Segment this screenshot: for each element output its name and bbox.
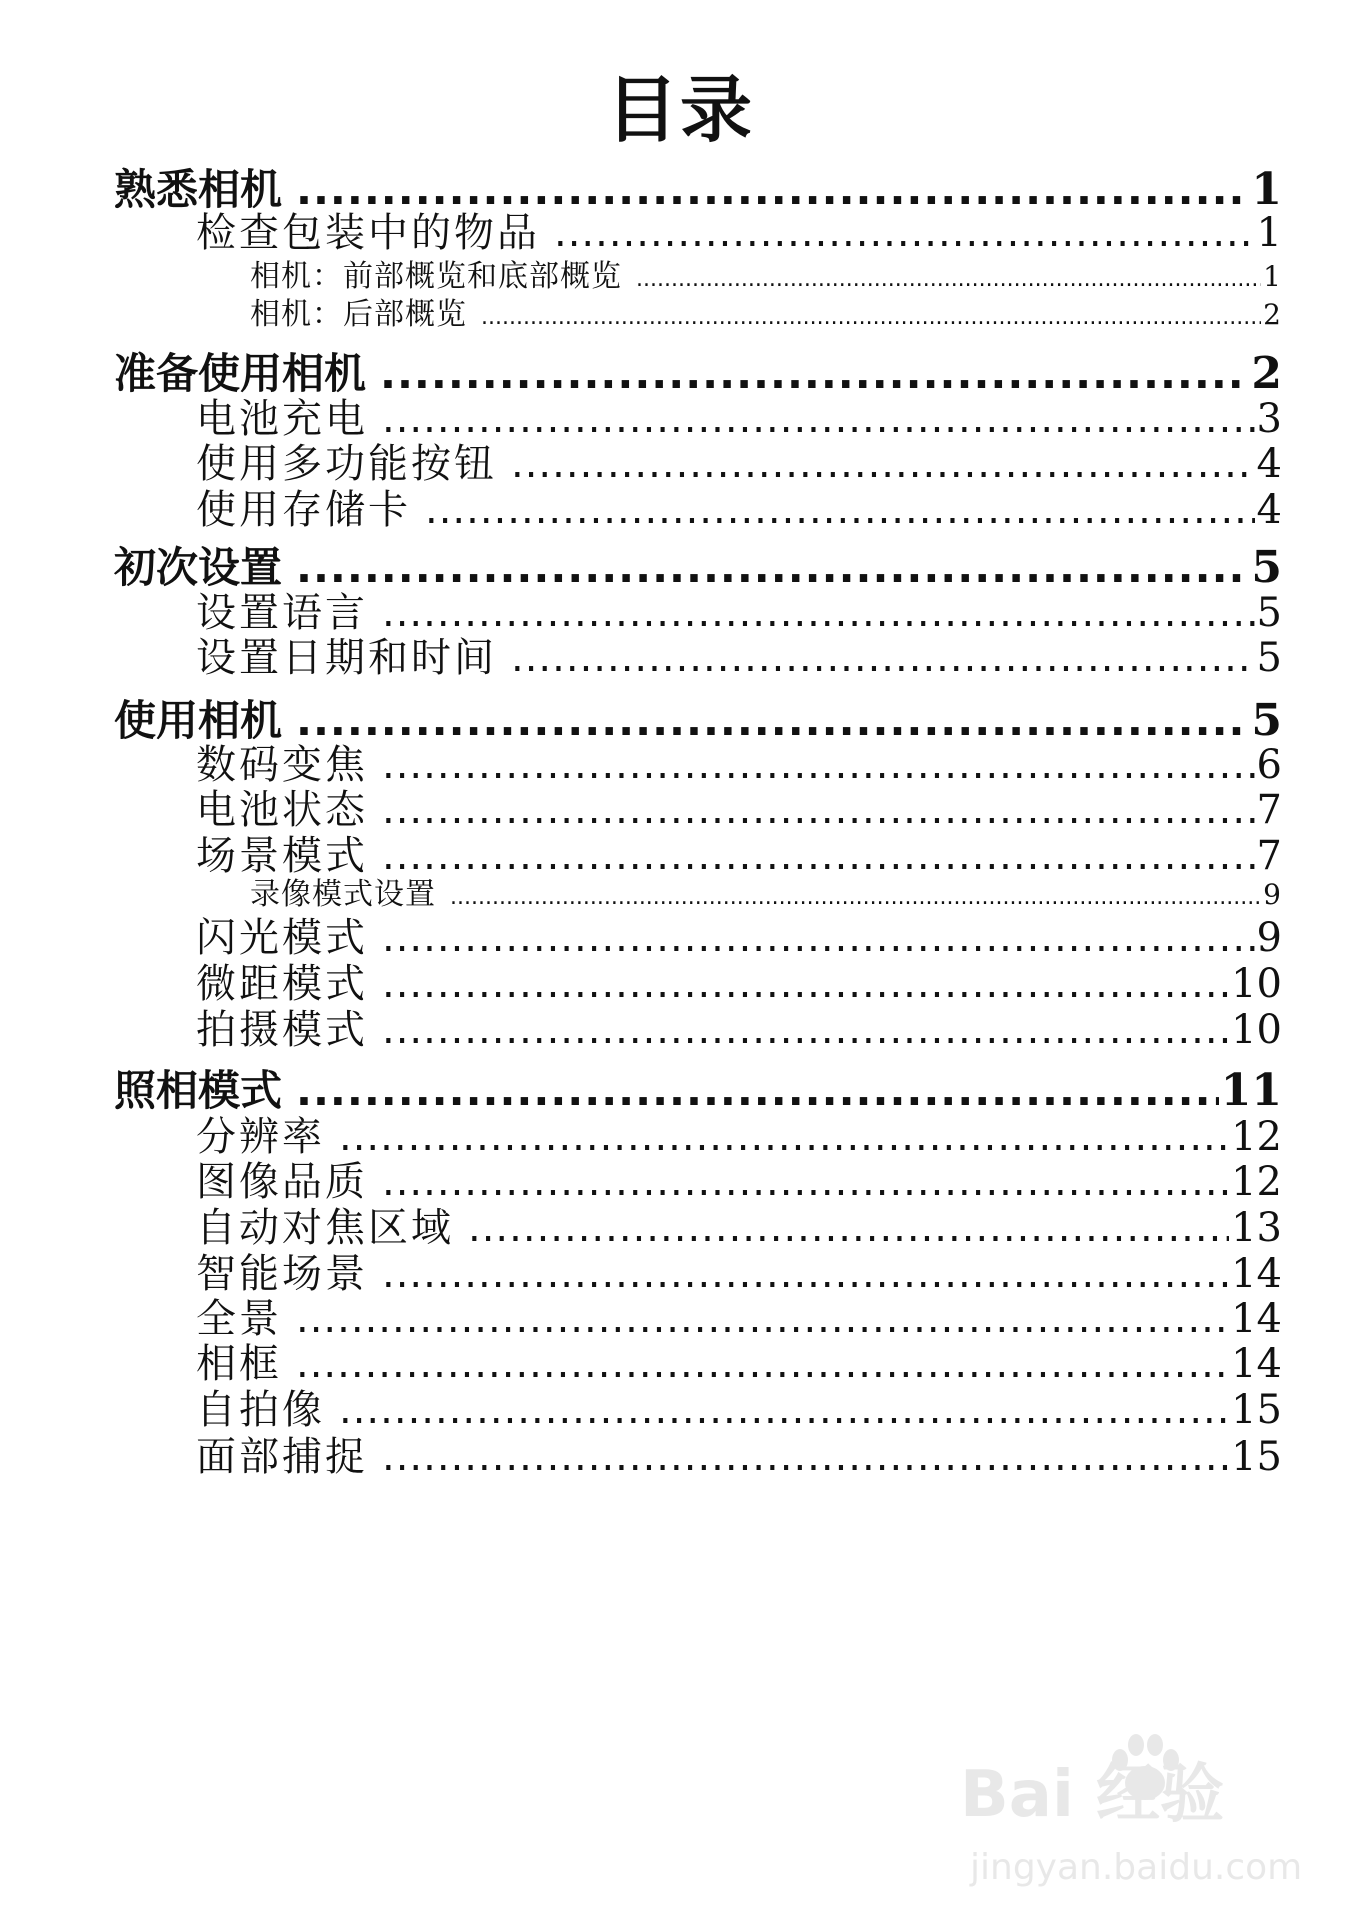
toc-entry-label: 设置日期和时间 [196,635,497,681]
toc-entry-page: 10 [1231,961,1282,1007]
toc-entry-label: 拍摄模式 [196,1007,368,1053]
toc-entry-level2 [196,206,1282,260]
toc-entry-label: 全景 [196,1296,282,1342]
toc-entry-page: 7 [1256,787,1282,833]
toc-entry-label: 自动对焦区域 [196,1205,454,1251]
toc-entry-label: 照相模式 [114,1066,283,1115]
toc-entry-page: 2 [1251,348,1282,399]
toc-entry-label: 相机：后部概览 [250,297,467,332]
watermark-logo: Bai 经验 [960,1758,1225,1832]
toc-entry-page: 15 [1231,1387,1282,1433]
toc-leader-dots [339,1383,1229,1437]
watermark [960,1755,1303,1905]
toc-entry-page: 13 [1231,1205,1282,1251]
toc-leader-dots [511,631,1255,685]
toc-entry-label: 场景模式 [196,833,368,879]
toc-entry-page: 14 [1231,1296,1282,1342]
toc-entry-label: 闪光模式 [196,915,368,961]
toc-entry-label: 自拍像 [196,1387,325,1433]
toc-entry-label: 图像品质 [196,1159,368,1205]
toc-entry-label: 相机：前部概览和底部概览 [250,259,622,294]
toc-entry-label: 相框 [196,1341,282,1387]
toc-entry-page: 7 [1256,833,1282,879]
toc-entry-page: 14 [1231,1251,1282,1297]
toc-entry-label: 检查包装中的物品 [196,210,540,256]
toc-entry-level2 [196,1430,1282,1484]
toc-entry-page: 3 [1256,396,1282,442]
watermark-url: jingyan.baidu.com [970,1847,1303,1888]
toc-entry-level3 [250,293,1282,340]
toc-entry-level2 [196,1003,1282,1057]
toc-leader-dots [382,1003,1229,1057]
toc-entry-label: 电池充电 [196,396,368,442]
toc-entry-page: 11 [1220,1065,1282,1116]
toc-entry-page: 1 [1263,260,1282,293]
toc-entry-page: 6 [1256,742,1282,788]
toc-entry-label: 准备使用相机 [114,349,367,398]
toc-entry-label: 微距模式 [196,961,368,1007]
toc-leader-dots [382,1430,1229,1484]
toc-entry-label: 智能场景 [196,1251,368,1297]
toc-entry-label: 面部捕捉 [196,1434,368,1480]
toc-entry-label: 使用多功能按钮 [196,441,497,487]
toc-entry-page: 1 [1256,210,1282,256]
toc-entry-page: 4 [1256,487,1282,533]
toc-entry-level2 [196,631,1282,685]
toc-leader-dots [481,296,1261,340]
paw-icon [1100,1725,1190,1815]
toc-entry-page: 12 [1231,1159,1282,1205]
toc-entry-page: 12 [1231,1114,1282,1160]
toc-entry-page: 5 [1256,590,1282,636]
toc-entry-page: 15 [1231,1434,1282,1480]
toc-entry-page: 9 [1263,878,1282,911]
toc-entry-page: 4 [1256,441,1282,487]
toc-entry-page: 5 [1251,542,1282,593]
toc-entry-label: 电池状态 [196,787,368,833]
toc-entry-page: 14 [1231,1341,1282,1387]
toc-entry-page: 5 [1256,635,1282,681]
toc-entry-label: 熟悉相机 [114,165,283,214]
toc-entry-page: 1 [1251,164,1282,215]
toc-entry-page: 5 [1251,695,1282,746]
toc-entry-page: 9 [1256,915,1282,961]
toc-entry-label: 设置语言 [196,590,368,636]
toc-entry-label: 录像模式设置 [250,877,436,912]
toc-entry-level2 [196,483,1282,537]
toc-entry-page: 10 [1231,1007,1282,1053]
toc-entry-label: 使用存储卡 [196,487,411,533]
toc-entry-page: 2 [1263,298,1282,331]
page-title: 目录 [605,68,754,152]
toc-entry-label: 分辨率 [196,1114,325,1160]
toc-entry-label: 初次设置 [114,543,283,592]
toc-entry-label: 数码变焦 [196,742,368,788]
toc-entry-label: 使用相机 [114,696,283,745]
toc-leader-dots [554,206,1255,260]
toc-leader-dots [425,483,1255,537]
toc-entry-level2 [196,1383,1282,1437]
